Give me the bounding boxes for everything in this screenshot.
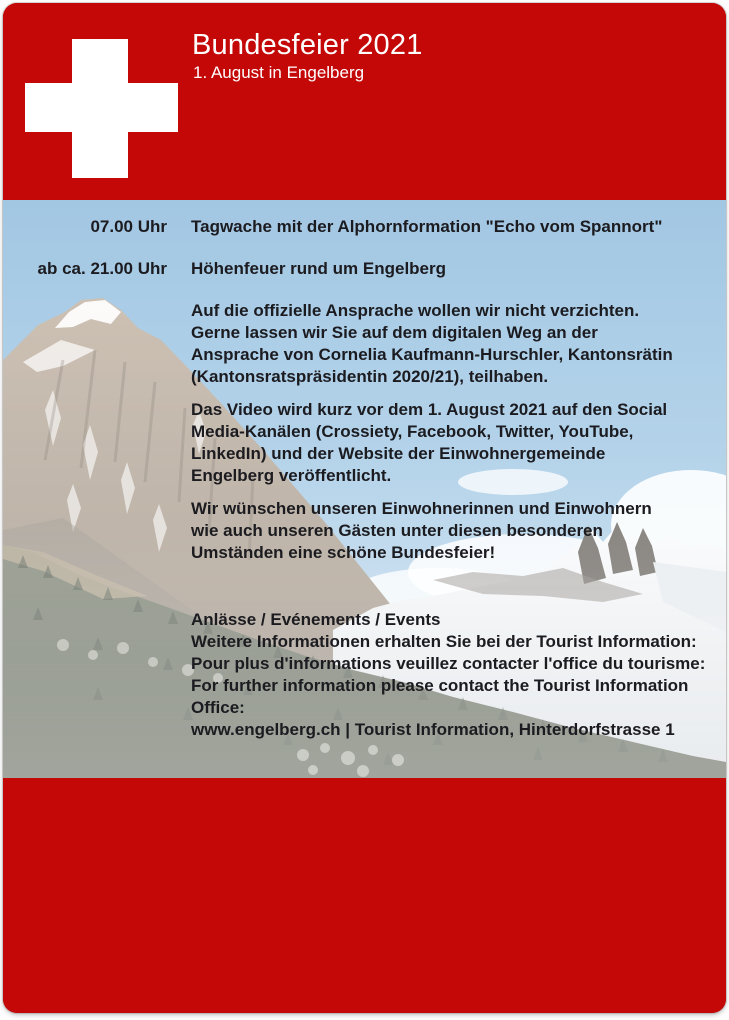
flyer-header: [3, 3, 726, 200]
swiss-cross-icon: [3, 3, 203, 200]
paragraph-ansprache: [191, 300, 723, 388]
paragraph-line: wie auch unseren Gästen unter diesen besonderen: [191, 521, 603, 540]
info-line: For further information please contact the Tourist Information: [191, 676, 689, 695]
tourist-info-block: [191, 609, 723, 741]
body-text: [191, 300, 723, 741]
info-line: Weitere Informationen erhalten Sie bei der Tourist Information:: [191, 632, 697, 651]
schedule-event: Tagwache mit der Alphornformation "Echo vom Spannort": [191, 217, 663, 236]
swiss-cross-horizontal-bar: [25, 83, 178, 132]
flyer-footer: [3, 778, 726, 1013]
paragraph-video: [191, 399, 723, 487]
schedule-event: Höhenfeuer rund um Engelberg: [191, 259, 447, 278]
page-subtitle: 1. August in Engelberg: [193, 63, 365, 82]
info-line: Office:: [191, 698, 245, 717]
paragraph-line: (Kantonsratspräsidentin 2020/21), teilhaben.: [191, 367, 549, 386]
schedule-row: [3, 258, 446, 280]
paragraph-line: Das Video wird kurz vor dem 1. August 2021 auf den Social: [191, 400, 668, 419]
photo-section: [3, 200, 726, 778]
paragraph-line: Gerne lassen wir Sie auf dem digitalen Weg an der: [191, 323, 598, 342]
paragraph-wishes: [191, 498, 723, 564]
paragraph-line: Engelberg veröffentlicht.: [191, 466, 392, 485]
paragraph-line: Auf die offizielle Ansprache wollen wir nicht verzichten.: [191, 301, 640, 320]
flyer-card: [3, 3, 726, 1013]
paragraph-line: Media-Kanälen (Crossiety, Facebook, Twitter, YouTube,: [191, 422, 634, 441]
photo-text-overlay: [3, 200, 726, 778]
paragraph-line: Wir wünschen unseren Einwohnerinnen und Einwohnern: [191, 499, 652, 518]
schedule-time: 07.00 Uhr: [90, 217, 167, 236]
info-line-website: www.engelberg.ch | Tourist Information, Hinterdorfstrasse 1: [191, 720, 675, 739]
schedule-row: [3, 216, 662, 238]
paragraph-line: Umständen eine schöne Bundesfeier!: [191, 543, 496, 562]
page-title: Bundesfeier 2021: [192, 29, 423, 61]
paragraph-line: Ansprache von Cornelia Kaufmann-Hurschler, Kantonsrätin: [191, 345, 673, 364]
events-heading: Anlässe / Evénements / Events: [191, 610, 441, 629]
info-line: Pour plus d'informations veuillez contacter l'office du tourisme:: [191, 654, 706, 673]
schedule-time: ab ca. 21.00 Uhr: [37, 259, 167, 278]
paragraph-line: LinkedIn) und der Website der Einwohnergemeinde: [191, 444, 606, 463]
